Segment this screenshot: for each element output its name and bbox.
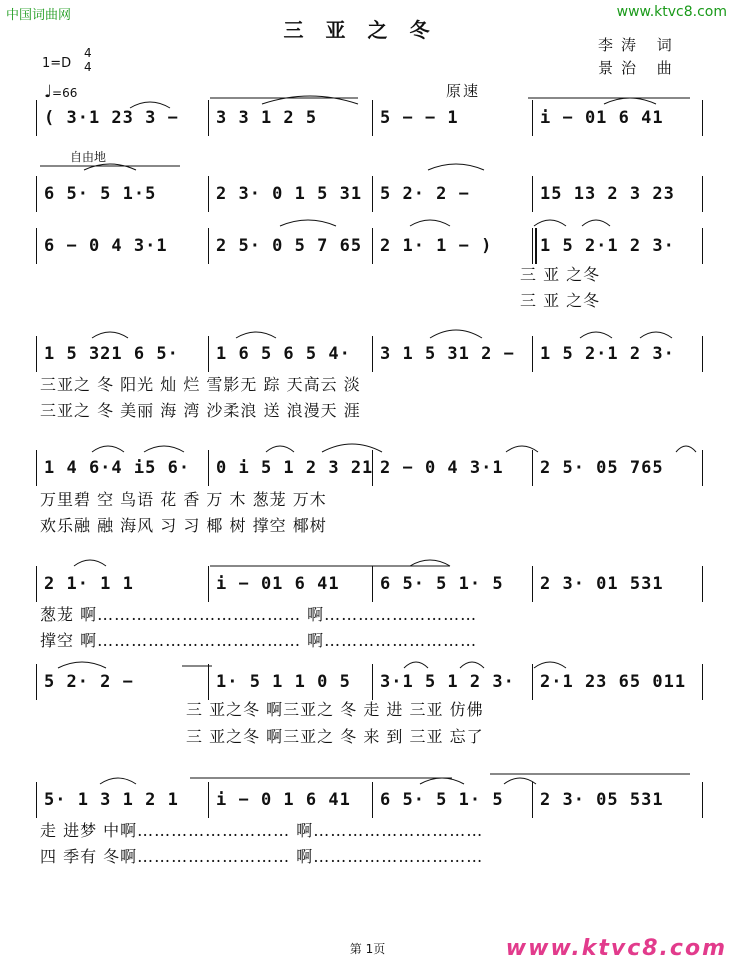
barline [36, 782, 37, 818]
measure: 5· 1 3 1 2 1 [44, 790, 179, 810]
barline [372, 664, 373, 700]
barline [208, 228, 209, 264]
barline [36, 450, 37, 486]
measure: 6 5· 5 1· 5 [380, 790, 504, 810]
lyric-r8-v2: 四 季有 冬啊……………………… 啊………………………… [40, 847, 484, 866]
measure: 3 1 5 31 2 − [380, 344, 515, 364]
measure: 1 4 6·4 i5 6· [44, 458, 191, 478]
measure: 5 − − 1 [380, 108, 459, 128]
measure: 2 1· 1 − ) [380, 236, 493, 256]
measure: i − 01 6 41 [540, 108, 664, 128]
time-sig-bottom: 4 [84, 60, 92, 74]
score-row [36, 228, 702, 274]
barline [208, 176, 209, 212]
barline [372, 782, 373, 818]
barline [372, 336, 373, 372]
measure: 0 i 5 1 2 3 21 [216, 458, 374, 478]
barline [372, 566, 373, 602]
barline [36, 664, 37, 700]
barline [36, 176, 37, 212]
measure: 3·1 5 1 2 3· [380, 672, 515, 692]
quarter-note-icon: ♩ [44, 82, 53, 102]
barline [208, 100, 209, 136]
lyric-r5-v1: 万里碧 空 鸟语 花 香 万 木 葱茏 万木 [40, 490, 327, 509]
lyricist-credit: 李涛 词 [598, 36, 680, 54]
measure: 15 13 2 3 23 [540, 184, 675, 204]
composer-credit: 景治 曲 [598, 59, 680, 77]
barline [702, 450, 703, 486]
measure: 5 2· 2 − [44, 672, 134, 692]
measure: 2 − 0 4 3·1 [380, 458, 504, 478]
barline [702, 336, 703, 372]
barline [372, 176, 373, 212]
tie-mark [428, 164, 484, 170]
measure: 2 5· 0 5 7 65 [216, 236, 363, 256]
tempo-word: 原速 [446, 82, 481, 100]
site-name-top[interactable]: 中国词曲网 [6, 8, 72, 23]
measure: 6 5· 5 1· 5 [380, 574, 504, 594]
barline [702, 782, 703, 818]
page-number: 第 1页 [349, 942, 386, 956]
measure: 2·1 23 65 011 [540, 672, 687, 692]
barline [208, 450, 209, 486]
freely-marking: 自由地 [70, 150, 107, 164]
barline [702, 228, 703, 264]
measure: 6 5· 5 1·5 [44, 184, 157, 204]
barline [208, 664, 209, 700]
lyric-r4-v1: 三亚之 冬 阳光 灿 烂 雪影无 踪 天高云 淡 [40, 375, 361, 394]
measure: 1 6 5 6 5 4· [216, 344, 351, 364]
measure: 2 1· 1 1 [44, 574, 134, 594]
measure: 1 5 321 6 5· [44, 344, 179, 364]
key-signature: 1=D [42, 56, 72, 71]
lyric-r3-v2: 三 亚 之冬 [520, 291, 601, 310]
lyric-r7-v1: 三 亚之冬 啊三亚之 冬 走 进 三亚 仿佛 [186, 700, 484, 719]
lyric-r8-v1: 走 进梦 中啊……………………… 啊………………………… [40, 821, 484, 840]
measure: 2 3· 0 1 5 31 [216, 184, 363, 204]
measure: 3 3 1 2 5 [216, 108, 318, 128]
barline [532, 336, 533, 372]
measure: 5 2· 2 − [380, 184, 470, 204]
lyric-r6-v1: 葱茏 啊……………………………… 啊……………………… [40, 605, 478, 624]
measure: i − 01 6 41 [216, 574, 340, 594]
barline [208, 782, 209, 818]
barline [372, 100, 373, 136]
barline [36, 100, 37, 136]
tempo-marking [44, 82, 77, 102]
measure: ( 3·1 23 3 − [44, 108, 179, 128]
measure: 2 3· 01 531 [540, 574, 664, 594]
barline [702, 176, 703, 212]
barline [36, 566, 37, 602]
site-watermark: www.ktvc8.com [505, 936, 727, 961]
song-title: 三亚之冬 [283, 18, 452, 42]
measure: 1 5 2·1 2 3· [540, 344, 675, 364]
tempo-value: =66 [52, 86, 78, 100]
barline [702, 664, 703, 700]
barline [532, 566, 533, 602]
barline [532, 228, 533, 264]
barline [532, 176, 533, 212]
barline [372, 228, 373, 264]
measure: 1 5 2·1 2 3· [540, 236, 675, 256]
lyric-r4-v2: 三亚之 冬 美丽 海 湾 沙柔浪 送 浪漫天 涯 [40, 401, 361, 420]
measure: i − 0 1 6 41 [216, 790, 351, 810]
lyric-r6-v2: 撑空 啊……………………………… 啊……………………… [40, 631, 478, 650]
barline [532, 782, 533, 818]
barline [702, 100, 703, 136]
measure: 2 3· 05 531 [540, 790, 664, 810]
time-signature [84, 46, 92, 74]
time-sig-top: 4 [84, 46, 92, 60]
barline [36, 228, 37, 264]
score-row [36, 100, 702, 146]
lyric-r3-v1: 三 亚 之冬 [520, 265, 601, 284]
barline [532, 450, 533, 486]
barline [702, 566, 703, 602]
site-url-top[interactable]: www.ktvc8.com [616, 4, 727, 20]
measure: 2 5· 05 765 [540, 458, 664, 478]
barline [208, 336, 209, 372]
barline [532, 664, 533, 700]
measure: 6 − 0 4 3·1 [44, 236, 168, 256]
lyric-r5-v2: 欢乐融 融 海风 习 习 椰 树 撑空 椰树 [40, 516, 327, 535]
barline [36, 336, 37, 372]
barline [532, 100, 533, 136]
lyric-r7-v2: 三 亚之冬 啊三亚之 冬 来 到 三亚 忘了 [186, 727, 484, 746]
barline [208, 566, 209, 602]
measure: 1· 5 1 1 0 5 [216, 672, 351, 692]
score-row [36, 176, 702, 222]
